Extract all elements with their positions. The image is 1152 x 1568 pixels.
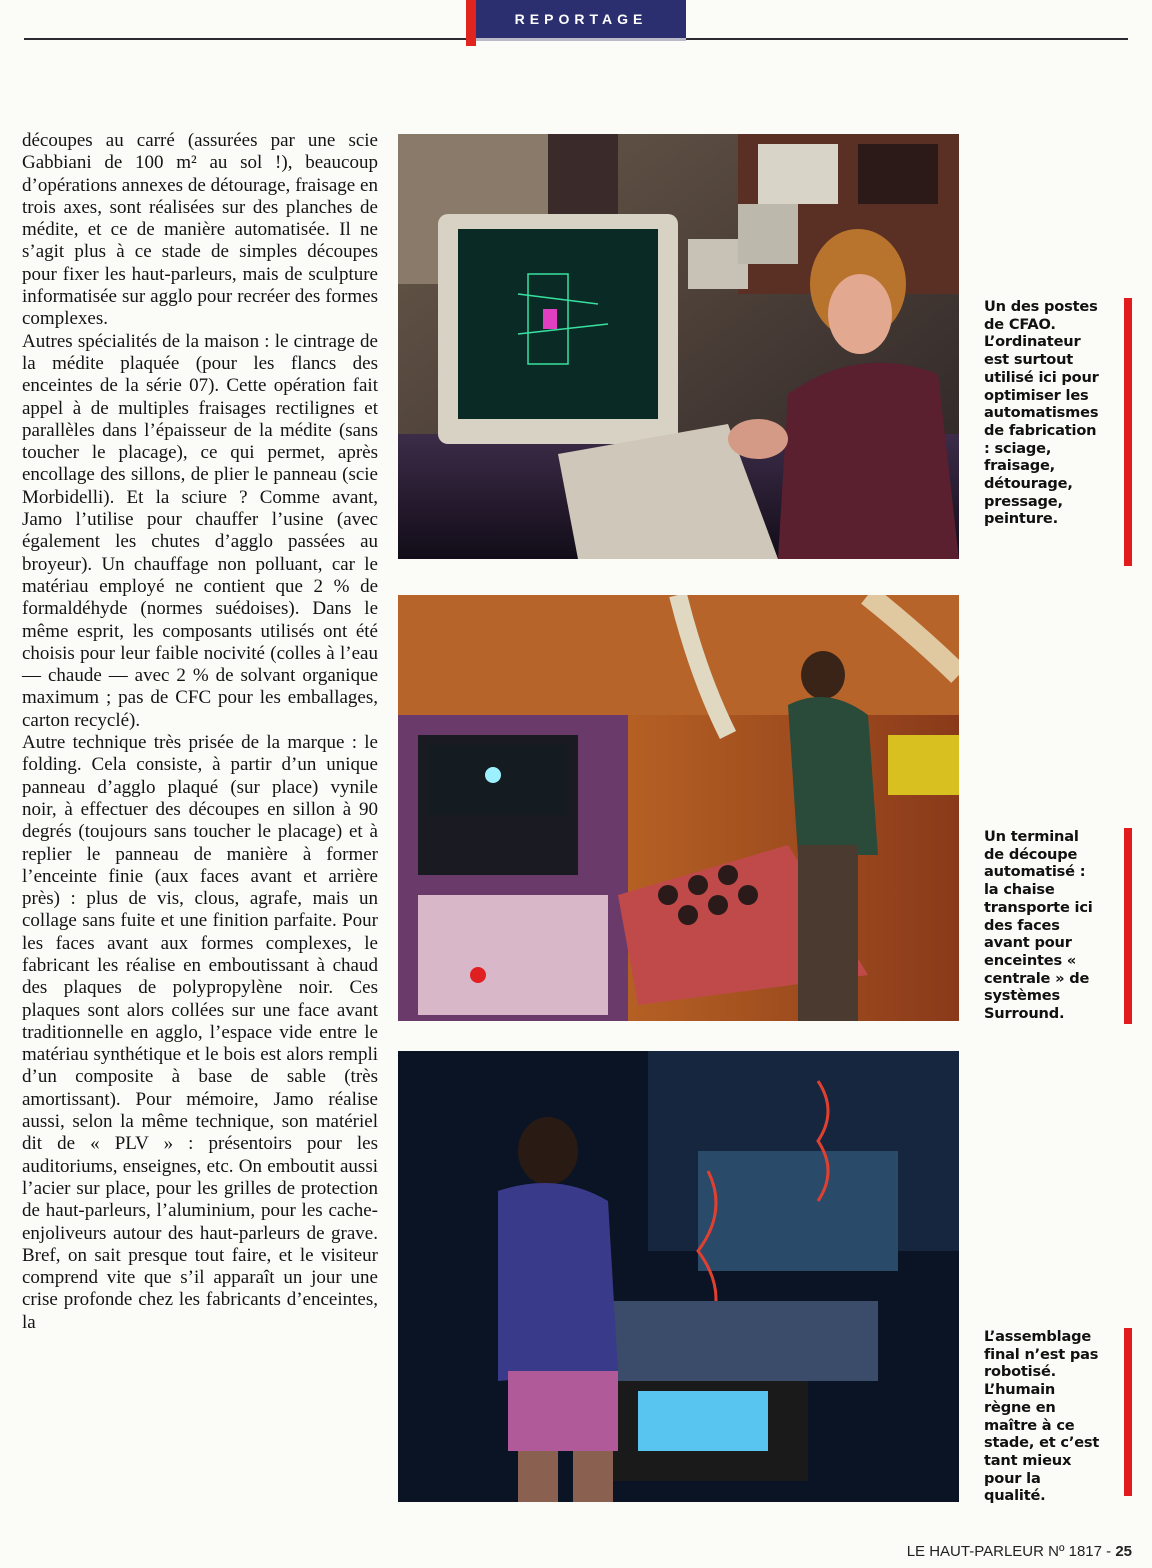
header-rule-left <box>24 38 466 40</box>
header-red-marker <box>466 0 476 46</box>
caption-photo-2: Un terminal de découpe automatisé : la chaise transporte ici des faces avant pour enceintes « centrale » de systèmes Surround. <box>984 828 1093 1023</box>
header-rule-right <box>686 38 1128 40</box>
body-paragraph: Autre technique très prisée de la marque : le folding. Cela consiste, à partir d’un unique panneau d’agglo plaqué (sur place) vynile noir, à effectuer des découpes en sillon à 90 degrés (toujours sans toucher le placage) et à replier le panneau de manière à former l’enceinte finie (aux faces avant et arrière près) : plus de vis, clous, agrafe, mais un collage sans fuite et une finition parfaite. Pour les faces avant aux formes complexes, le fabricant les réalise en emboutissant à chaud des plaques de polypropylène noir. Ces plaques sont alors collées sur une face avant traditionnelle en agglo, l’espace vide entre le matériau synthétique et le bois est alors rempli d’un composite à base de sable (très amortissant). Pour mémoire, Jamo réalise aussi, selon la même technique, son matériel dit de « PLV » : présentoirs pour les auditoriums, enseignes, etc. On emboutit aussi l’acier sur place, pour les grilles de protection de haut-parleurs, l’aluminium, pour les cache-enjoliveurs autour des haut-parleurs de grave. Bref, on sait presque tout faire, et le visiteur comprend vite que s’il apparaît un jour une crise profonde chez les fabricants d’enceintes, la <box>22 732 378 1333</box>
section-tab <box>476 0 686 41</box>
photo-final-assembly <box>398 1051 959 1502</box>
article-body <box>22 130 378 1334</box>
footer-magazine: LE HAUT-PARLEUR Nº 1817 - <box>906 1543 1112 1560</box>
caption-photo-3: L’assemblage final n’est pas robotisé. L’humain règne en maître à ce stade, et c’est tant mieux pour la qualité. <box>984 1328 1100 1505</box>
caption-accent-bar <box>1124 828 1132 1024</box>
page-number: 25 <box>1115 1543 1132 1560</box>
body-paragraph: Autres spécialités de la maison : le cintrage de la médite plaquée (pour les flancs des enceintes de la série 07). Cette opération fait appel à de multiples fraisages rectilignes et parallèles dans l’épaisseur de la médite (sans toucher le placage), ce qui permet, après encollage des sillons, de plier le panneau (scie Morbidelli). Et la sciure ? Comme avant, Jamo l’utilise pour chauffer l’usine (avec également les chutes d’agglo passées au broyeur). Un chauffage non polluant, car le matériau employé ne contient que 2 % de formaldéhyde (normes suédoises). Dans le même esprit, les composants utilisés ont été choisis pour leur faible nocivité (colles à l’eau — chaude — avec 2 % de solvant organique maximum ; pas de CFC pour les emballages, carton recyclé). <box>22 330 378 731</box>
page-footer <box>907 1543 1132 1560</box>
caption-accent-bar <box>1124 1328 1132 1496</box>
photo-cutting-terminal <box>398 595 959 1021</box>
body-paragraph: découpes au carré (assurées par une scie Gabbiani de 100 m² au sol !), beaucoup d’opérations annexes de détourage, fraisage en trois axes, sont réalisées sur des planches de médite, et ce de manière automatisée. Il ne s’agit plus à ce stade de simples découpes pour fixer les haut-parleurs, mais de sculpture informatisée sur agglo pour recréer des formes complexes. <box>22 130 378 330</box>
caption-accent-bar <box>1124 298 1132 566</box>
caption-photo-1: Un des postes de CFAO. L’ordinateur est surtout utilisé ici pour optimiser les automatismes de fabrication : sciage, fraisage, détourage, pressage, peinture. <box>984 298 1099 528</box>
section-title: REPORTAGE <box>514 11 648 27</box>
photo-cad-workstation <box>398 134 959 559</box>
